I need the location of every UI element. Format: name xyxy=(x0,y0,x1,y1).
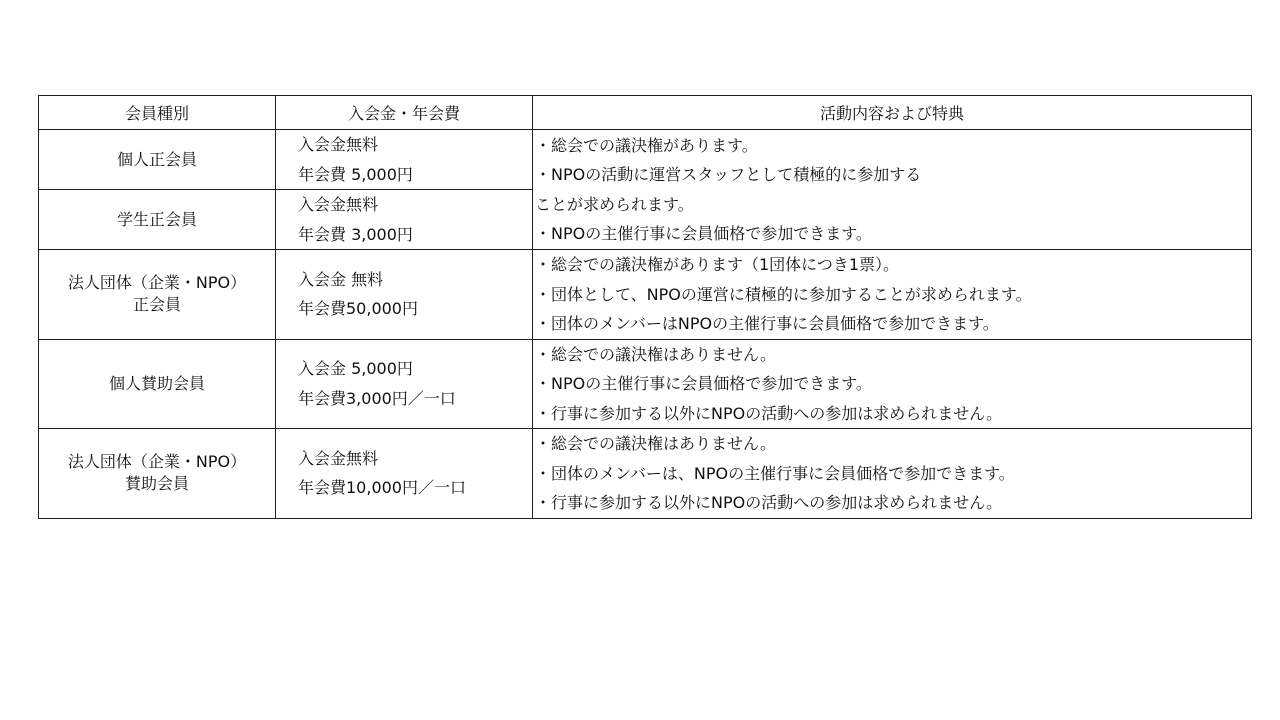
benefit-line: ・団体のメンバーは、NPOの主催行事に会員価格で参加できます。 xyxy=(535,463,1015,483)
benefits-cell xyxy=(533,429,1252,519)
annual-fee: 年会費3,000円／一口 xyxy=(298,388,456,408)
table-row xyxy=(39,250,1252,340)
member-type-cell xyxy=(39,429,276,519)
entrance-fee: 入会金無料 xyxy=(298,195,379,214)
header-member-type: 会員種別 xyxy=(39,96,276,130)
benefit-line: ・行事に参加する以外にNPOの活動への参加は求められません。 xyxy=(535,403,1003,423)
benefit-line: ・NPOの主催行事に会員価格で参加できます。 xyxy=(535,224,872,243)
benefit-line: ・総会での議決権があります（1団体につき1票）。 xyxy=(535,255,900,274)
benefit-line: ・総会での議決権はありません。 xyxy=(535,344,776,364)
benefits-cell xyxy=(533,130,1252,250)
annual-fee: 年会費 3,000円 xyxy=(298,224,413,244)
member-type-cell xyxy=(39,250,276,340)
benefit-line: ことが求められます。 xyxy=(535,194,694,214)
member-type-cell xyxy=(39,130,276,190)
entrance-fee: 入会金無料 xyxy=(298,448,379,468)
table-row xyxy=(39,130,1252,190)
entrance-fee: 入会金 5,000円 xyxy=(298,359,413,379)
member-type-cell xyxy=(39,190,276,250)
benefit-line: ・NPOの主催行事に会員価格で参加できます。 xyxy=(535,374,872,393)
fee-cell xyxy=(276,190,533,250)
member-type-label: 個人正会員 xyxy=(116,149,197,169)
member-type-label: 法人団体（企業・NPO） xyxy=(67,452,247,472)
benefit-line: ・団体として、NPOの運営に積極的に参加することが求められます。 xyxy=(535,284,1032,304)
benefits-cell xyxy=(533,339,1252,429)
fee-cell xyxy=(276,429,533,519)
header-benefits: 活動内容および特典 xyxy=(533,96,1252,130)
member-type-label: 賛助会員 xyxy=(124,474,189,494)
benefit-line: ・総会での議決権があります。 xyxy=(535,135,758,155)
benefit-line: ・団体のメンバーはNPOの主催行事に会員価格で参加できます。 xyxy=(535,314,999,333)
benefit-line: ・行事に参加する以外にNPOの活動への参加は求められません。 xyxy=(535,493,1003,512)
fee-cell xyxy=(276,250,533,340)
table-row xyxy=(39,339,1252,429)
benefits-cell xyxy=(533,250,1252,340)
header-row xyxy=(39,96,1252,130)
member-type-cell xyxy=(39,339,276,429)
member-type-label: 法人団体（企業・NPO） xyxy=(67,273,247,293)
entrance-fee: 入会金 無料 xyxy=(298,269,384,289)
annual-fee: 年会費 5,000円 xyxy=(298,164,413,184)
benefit-line: ・NPOの活動に運営スタッフとして積極的に参加する xyxy=(535,165,922,184)
membership-table xyxy=(38,95,1252,519)
entrance-fee: 入会金無料 xyxy=(298,135,379,154)
member-type-label: 正会員 xyxy=(132,295,181,315)
fee-cell xyxy=(276,339,533,429)
annual-fee: 年会費50,000円 xyxy=(298,299,418,319)
annual-fee: 年会費10,000円／一口 xyxy=(298,478,466,498)
benefit-line: ・総会での議決権はありません。 xyxy=(535,434,776,453)
header-fees: 入会金・年会費 xyxy=(276,96,533,130)
table-row xyxy=(39,429,1252,519)
fee-cell xyxy=(276,130,533,190)
member-type-label: 学生正会員 xyxy=(116,209,197,229)
member-type-label: 個人賛助会員 xyxy=(108,373,205,393)
